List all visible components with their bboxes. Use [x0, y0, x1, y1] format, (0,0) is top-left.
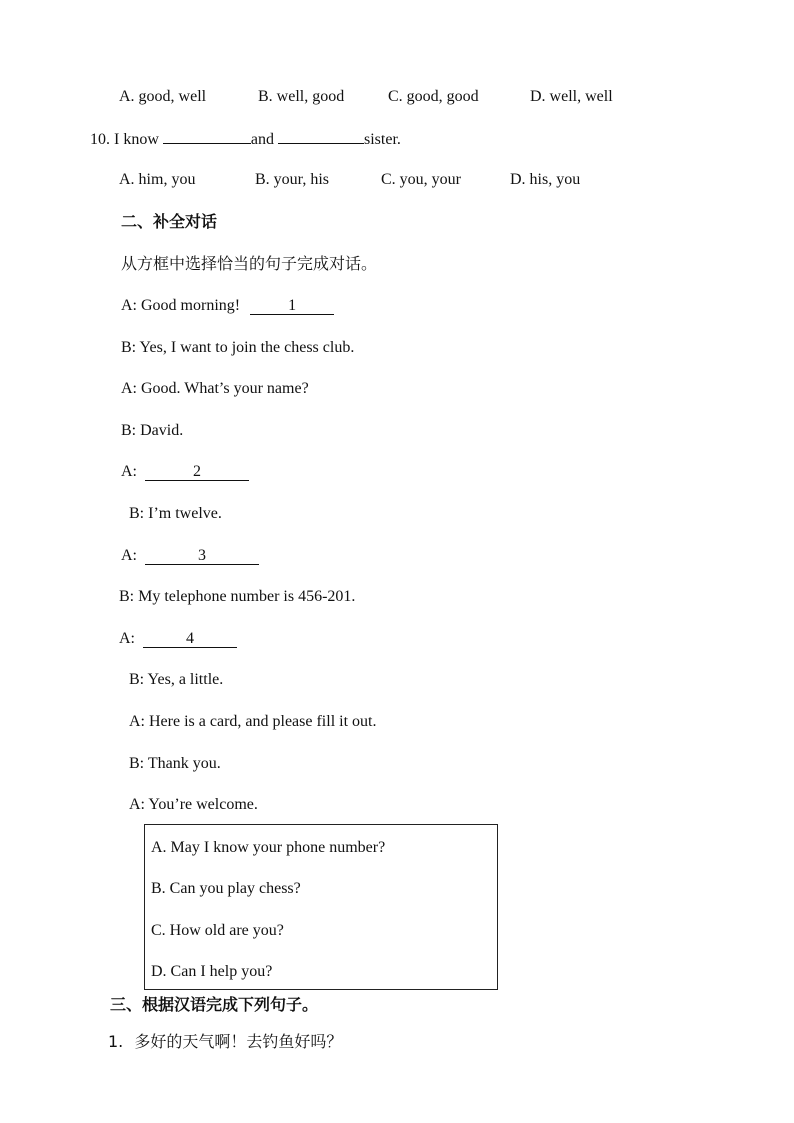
speaker: B:	[121, 339, 137, 356]
speaker: A:	[121, 463, 137, 480]
dialogue-line-9	[119, 629, 237, 649]
dialogue-line-4	[121, 421, 183, 441]
dialogue-line-6	[129, 504, 222, 524]
speaker: B:	[129, 671, 145, 688]
speaker: B:	[119, 588, 135, 605]
dialogue-text: My telephone number is 456-201.	[138, 588, 356, 605]
speaker: B:	[129, 755, 145, 772]
section2-heading: 二、补全对话	[121, 212, 218, 231]
dialogue-text: You’re welcome.	[148, 796, 258, 813]
dialogue-line-3	[121, 379, 309, 399]
q9-option-d: D. well, well	[530, 88, 613, 105]
speaker: A:	[121, 380, 137, 397]
box-option-a: A. May I know your phone number?	[151, 839, 386, 856]
q10-blank-2	[278, 143, 364, 144]
dialogue-text: Good. What’s your name?	[141, 380, 309, 397]
dialogue-blank-3: 3	[145, 548, 259, 565]
q9-option-a: A. good, well	[119, 88, 207, 105]
box-option-b: B. Can you play chess?	[151, 880, 301, 897]
options-box	[144, 824, 498, 990]
q10-option-d: D. his, you	[510, 171, 581, 188]
q10-option-b: B. your, his	[255, 171, 330, 188]
speaker: B:	[121, 422, 137, 439]
dialogue-blank-4: 4	[143, 631, 237, 648]
q10-text-c: sister.	[364, 131, 401, 148]
q10-number: 10.	[90, 131, 110, 148]
speaker: A:	[121, 547, 137, 564]
section3-heading: 三、根据汉语完成下列句子。	[110, 995, 319, 1014]
speaker: A:	[129, 796, 145, 813]
q9-option-b: B. well, good	[258, 88, 345, 105]
q10-stem	[90, 130, 401, 150]
q9-option-c: C. good, good	[388, 88, 479, 105]
dialogue-text: Good morning!	[141, 297, 241, 314]
dialogue-line-7	[121, 546, 259, 566]
box-option-d: D. Can I help you?	[151, 963, 273, 980]
dialogue-line-12	[129, 754, 221, 774]
dialogue-line-1	[121, 296, 334, 316]
speaker: A:	[119, 630, 135, 647]
speaker: A:	[129, 713, 145, 730]
item-text: 多好的天气啊！去钓鱼好吗？	[134, 1032, 343, 1051]
dialogue-text: Thank you.	[147, 755, 221, 772]
dialogue-line-10	[129, 670, 223, 690]
dialogue-text: Yes, I want to join the chess club.	[139, 339, 355, 356]
q10-blank-1	[163, 143, 251, 144]
dialogue-line-11	[129, 712, 376, 732]
dialogue-line-8	[119, 587, 355, 607]
dialogue-text: Yes, a little.	[147, 671, 224, 688]
q10-text-a: I know	[114, 131, 159, 148]
dialogue-blank-1: 1	[250, 298, 334, 315]
dialogue-line-13	[129, 795, 258, 815]
q10-option-c: C. you, your	[381, 171, 461, 188]
dialogue-blank-2: 2	[145, 464, 249, 481]
speaker: B:	[129, 505, 145, 522]
q10-option-a: A. him, you	[119, 171, 196, 188]
q10-text-b: and	[250, 131, 274, 148]
item-number: 1.	[108, 1032, 124, 1051]
section2-instruction: 从方框中选择恰当的句子完成对话。	[121, 254, 378, 273]
dialogue-text: David.	[140, 422, 184, 439]
speaker: A:	[121, 297, 137, 314]
dialogue-text: I’m twelve.	[148, 505, 222, 522]
box-option-c: C. How old are you?	[151, 922, 284, 939]
dialogue-text: Here is a card, and please fill it out.	[149, 713, 377, 730]
section3-item-1	[108, 1032, 342, 1052]
dialogue-line-5	[121, 462, 249, 482]
dialogue-line-2	[121, 338, 354, 358]
